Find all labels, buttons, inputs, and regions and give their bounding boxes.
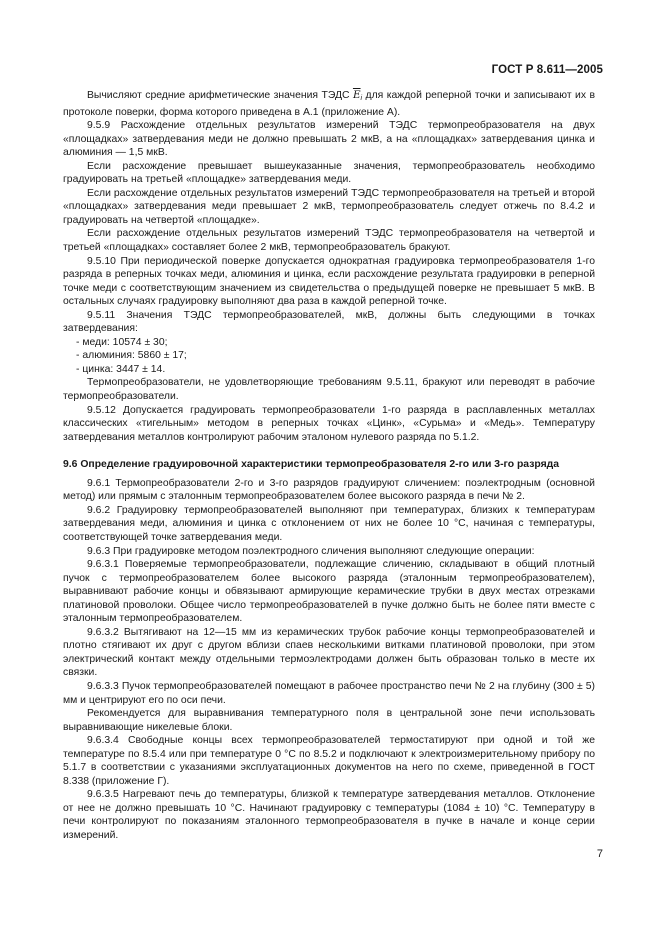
list-item-copper: - меди: 10574 ± 30; xyxy=(76,336,168,348)
paragraph-recommend: Рекомендуется для выравнивания температурного поля в центральной зоне печи использовать выравнивающие никелевые блоки. xyxy=(63,708,595,733)
page-number: 7 xyxy=(596,848,603,860)
clause-9-5-10: 9.5.10 При периодической поверке допускается однократная градуировка термопреобразователя 1-го разряда в реперных точках меди, алюминия и цинка, если расхождение результата градуировки в реперной точке меди с соответствующим значением из свидетельства о предыдущей поверке не превышает 5 мкВ. В остальных случаях градуировку выполняют два раза в каждой реперной точке. xyxy=(63,255,595,308)
list-item-aluminium: - алюминия: 5860 ± 17; xyxy=(76,350,187,362)
clause-9-5-9: 9.5.9 Расхождение отдельных результатов измерений ТЭДС термопреобразователя на двух «площадках» затвердевания меди не должно превышать 2 мкВ, а на «площадках» затвердевания цинка и алюминия — 1,5 мкВ. xyxy=(63,120,595,159)
emf-symbol: $\overline{E}$ xyxy=(352,89,361,101)
paragraph-reject: Термопреобразователи, не удовлетворяющие требованиям 9.5.11, бракуют или переводят в рабочие термопреобразователи. xyxy=(63,377,595,403)
paragraph-exceed-2: Если расхождение отдельных результатов измерений ТЭДС термопреобразователя на третьей и второй «площадках» затвердевания меди превышает 2 мкВ, термопреобразователь следует отжечь по 8.4.2 и градуировать на четвертой «площадке». xyxy=(63,187,595,226)
clause-9-6-3-3: 9.6.3.3 Пучок термопреобразователей помещают в рабочее пространство печи № 2 на глубину (300 ± 5) мм и центрируют его по оси печи. xyxy=(63,680,595,706)
paragraph-exceed-3: Если расхождение отдельных результатов измерений ТЭДС термопреобразователя на четвертой и третьей «площадках» составляет более 2 мкВ, термопреобразователь бракуют. xyxy=(63,228,595,254)
clause-9-6-3-1: 9.6.3.1 Поверяемые термопреобразователи, подлежащие сличению, складывают в общий плотный пучок с термопреобразователем более высокого разряда (эталонным термопреобразователем), выравнивают рабочие концы и обвязывают армирующие керамические трубки в двух местах отрезками платиновой проволоки. Общее число термопреобразователей в пучке должно быть не более пяти вместе с эталонным термопреобразователем. xyxy=(63,559,595,625)
clause-9-6-1: 9.6.1 Термопреобразователи 2-го и 3-го разрядов градуируют сличением: поэлектродным (основной метод) или прямым с эталонным термопреобразователем более высокого разряда в печи № 2. xyxy=(63,477,595,503)
emf-symbol-subscript: i xyxy=(360,95,363,102)
clause-9-6-3-2: 9.6.3.2 Вытягивают на 12—15 мм из керамических трубок рабочие концы термопреобразователей и плотно стягивают их друг с другом вблизи спаев несколькими витками платиновой проволоки, при этом электрический контакт между отдельными термоэлектродами должен быть образован только в месте их связки. xyxy=(63,626,595,679)
section-heading-9-6: 9.6 Определение градуировочной характеристики термопреобразователя 2-го или 3-го разряда xyxy=(63,459,560,471)
paragraph-text: Вычисляют средние арифметические значения ТЭДС xyxy=(87,90,353,101)
paragraph-text: для каждой реперной точки и записывают их в протоколе поверки, форма которого приведена в А.1 (приложение А). xyxy=(63,90,595,118)
clause-9-6-3: 9.6.3 При градуировке методом поэлектродного сличения выполняют следующие операции: xyxy=(87,545,535,557)
paragraph-exceed-1: Если расхождение превышает вышеуказанные значения, термопреобразователь необходимо градуировать на третьей «площадке» затвердевания меди. xyxy=(63,160,595,186)
clause-9-6-3-5: 9.6.3.5 Нагревают печь до температуры, близкой к температуре затвердевания металлов. Отклонение от нее не должно превышать 10 °С. Начинают градуировку с температуры (1084 ± 10) °С. Температуру в печи контролируют по показаниям эталонного термопреобразователя в пучке в начале и конце серии измерений. xyxy=(63,789,595,841)
clause-9-6-3-4: 9.6.3.4 Свободные концы всех термопреобразователей термостатируют при одной и той же температуре по 8.5.4 или при температуре 0 °С по 8.5.2 и подключают к электроизмерительному прибору по 5.1.7 в соответствии с указаниями эксплуатационных документов на него по схеме, приведенной в ГОСТ 8.338 (приложение Г). xyxy=(63,735,595,787)
paragraph-mean-values xyxy=(63,89,595,119)
document-header: ГОСТ Р 8.611—2005 xyxy=(491,64,603,76)
document-body xyxy=(63,89,595,843)
list-item-zinc: - цинка: 3447 ± 14. xyxy=(76,363,166,375)
clause-9-5-11: 9.5.11 Значения ТЭДС термопреобразователей, мкВ, должны быть следующими в точках затвердевания: xyxy=(63,309,595,335)
clause-9-6-2: 9.6.2 Градуировку термопреобразователей выполняют при температурах, близких к температурам затвердевания меди, алюминия и цинка с отклонением от них не более 10 °С, начиная с температуры, соответствующей точке затвердевания меди. xyxy=(63,504,595,543)
clause-9-5-12: 9.5.12 Допускается градуировать термопреобразователи 1-го разряда в расплавленных металлах классических «тигельным» методом в реперных точках «Цинк», «Сурьма» и «Медь». Температуру затвердевания металлов контролируют рабочим эталоном нулевого разряда по 5.1.2. xyxy=(63,404,595,443)
